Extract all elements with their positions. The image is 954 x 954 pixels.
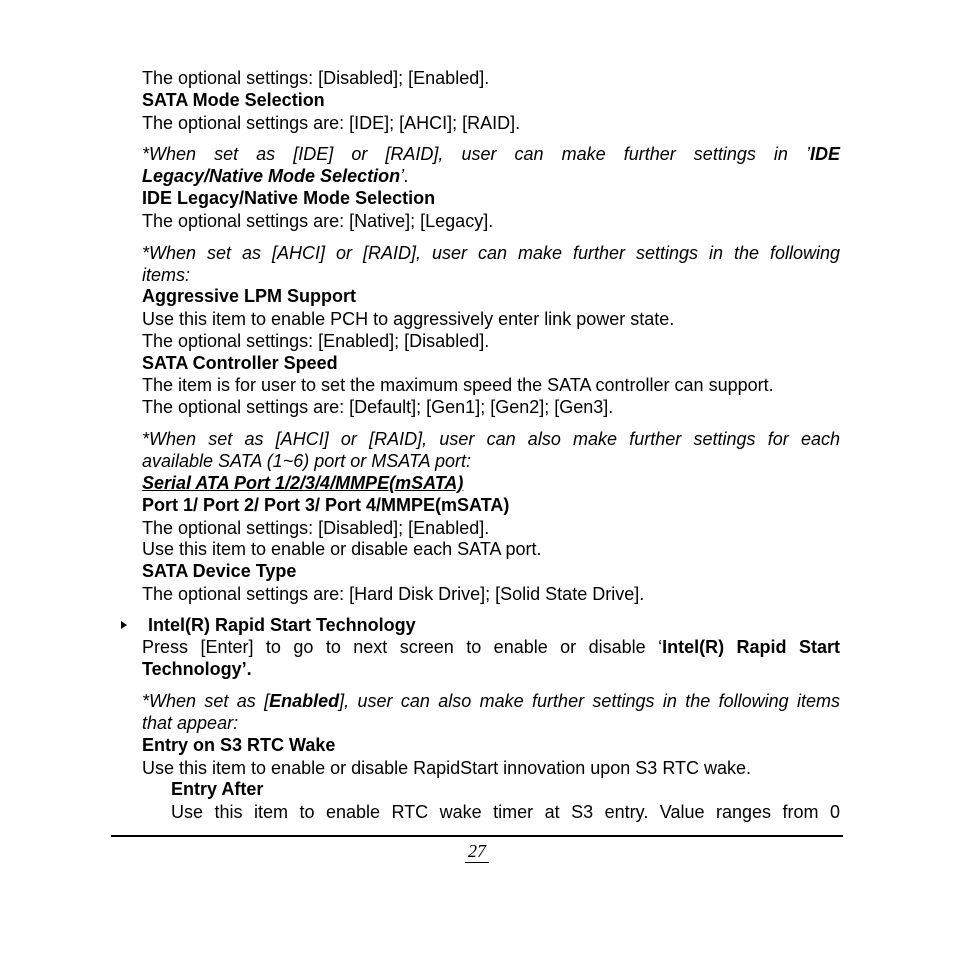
- heading-aggressive-lpm: Aggressive LPM Support: [142, 286, 357, 306]
- note-line: available SATA (1~6) port or MSATA port:: [142, 451, 471, 471]
- paragraph-line: Use this item to enable RTC wake timer at S3 entry. Value ranges from 0: [171, 802, 840, 822]
- heading-sata-controller-speed: SATA Controller Speed: [142, 353, 338, 373]
- page-number: 27: [465, 840, 489, 863]
- note-line: Legacy/Native Mode Selection’.: [142, 166, 410, 186]
- note-line: *When set as [AHCI] or [RAID], user can also make further settings for each: [142, 429, 840, 449]
- text-line: The optional settings are: [Default]; [Gen1]; [Gen2]; [Gen3].: [142, 397, 614, 417]
- heading-serial-ata-port: Serial ATA Port 1/2/3/4/MMPE(mSATA): [142, 473, 464, 493]
- heading-entry-on-s3-rtc-wake: Entry on S3 RTC Wake: [142, 735, 336, 755]
- note-ide-raid: [142, 143, 840, 187]
- paragraph-entry-after: [171, 801, 840, 823]
- heading-entry-after: Entry After: [171, 779, 264, 799]
- paragraph-line: Technology’.: [142, 659, 252, 679]
- note-enabled: [142, 690, 840, 734]
- paragraph-line: Press [Enter] to go to next screen to enable or disable ‘Intel(R) Rapid Start: [142, 637, 840, 657]
- text-line: The optional settings: [Disabled]; [Enabled].: [142, 68, 490, 88]
- heading-ide-legacy-native: IDE Legacy/Native Mode Selection: [142, 188, 436, 208]
- note-sata-ports: [142, 428, 840, 472]
- note-line: *When set as [IDE] or [RAID], user can make further settings in ’IDE: [142, 144, 840, 164]
- note-ahci-raid: [142, 242, 840, 286]
- text-line: Use this item to enable or disable RapidStart innovation upon S3 RTC wake.: [142, 758, 752, 778]
- text-line: The optional settings are: [IDE]; [AHCI]; [RAID].: [142, 113, 521, 133]
- heading-sata-mode-selection: SATA Mode Selection: [142, 90, 325, 110]
- footer-rule: [111, 835, 843, 837]
- heading-port-list: Port 1/ Port 2/ Port 3/ Port 4/MMPE(mSATA): [142, 495, 510, 515]
- text-line: The item is for user to set the maximum speed the SATA controller can support.: [142, 375, 774, 395]
- heading-intel-rapid-start: Intel(R) Rapid Start Technology: [148, 615, 416, 635]
- text-line: Use this item to enable or disable each SATA port.: [142, 539, 542, 559]
- text-line: The optional settings: [Disabled]; [Enabled].: [142, 518, 490, 538]
- heading-sata-device-type: SATA Device Type: [142, 561, 297, 581]
- text-line: The optional settings are: [Native]; [Legacy].: [142, 211, 494, 231]
- note-line: *When set as [Enabled], user can also make further settings in the following items: [142, 691, 840, 711]
- paragraph-press-enter: [142, 636, 840, 680]
- note-line: that appear:: [142, 713, 239, 733]
- text-line: The optional settings: [Enabled]; [Disabled].: [142, 331, 490, 351]
- note-line: items:: [142, 265, 191, 285]
- text-line: Use this item to enable PCH to aggressively enter link power state.: [142, 309, 675, 329]
- triangle-right-icon: [119, 614, 129, 636]
- note-line: *When set as [AHCI] or [RAID], user can make further settings in the following: [142, 243, 840, 263]
- text-line: The optional settings are: [Hard Disk Drive]; [Solid State Drive].: [142, 584, 645, 604]
